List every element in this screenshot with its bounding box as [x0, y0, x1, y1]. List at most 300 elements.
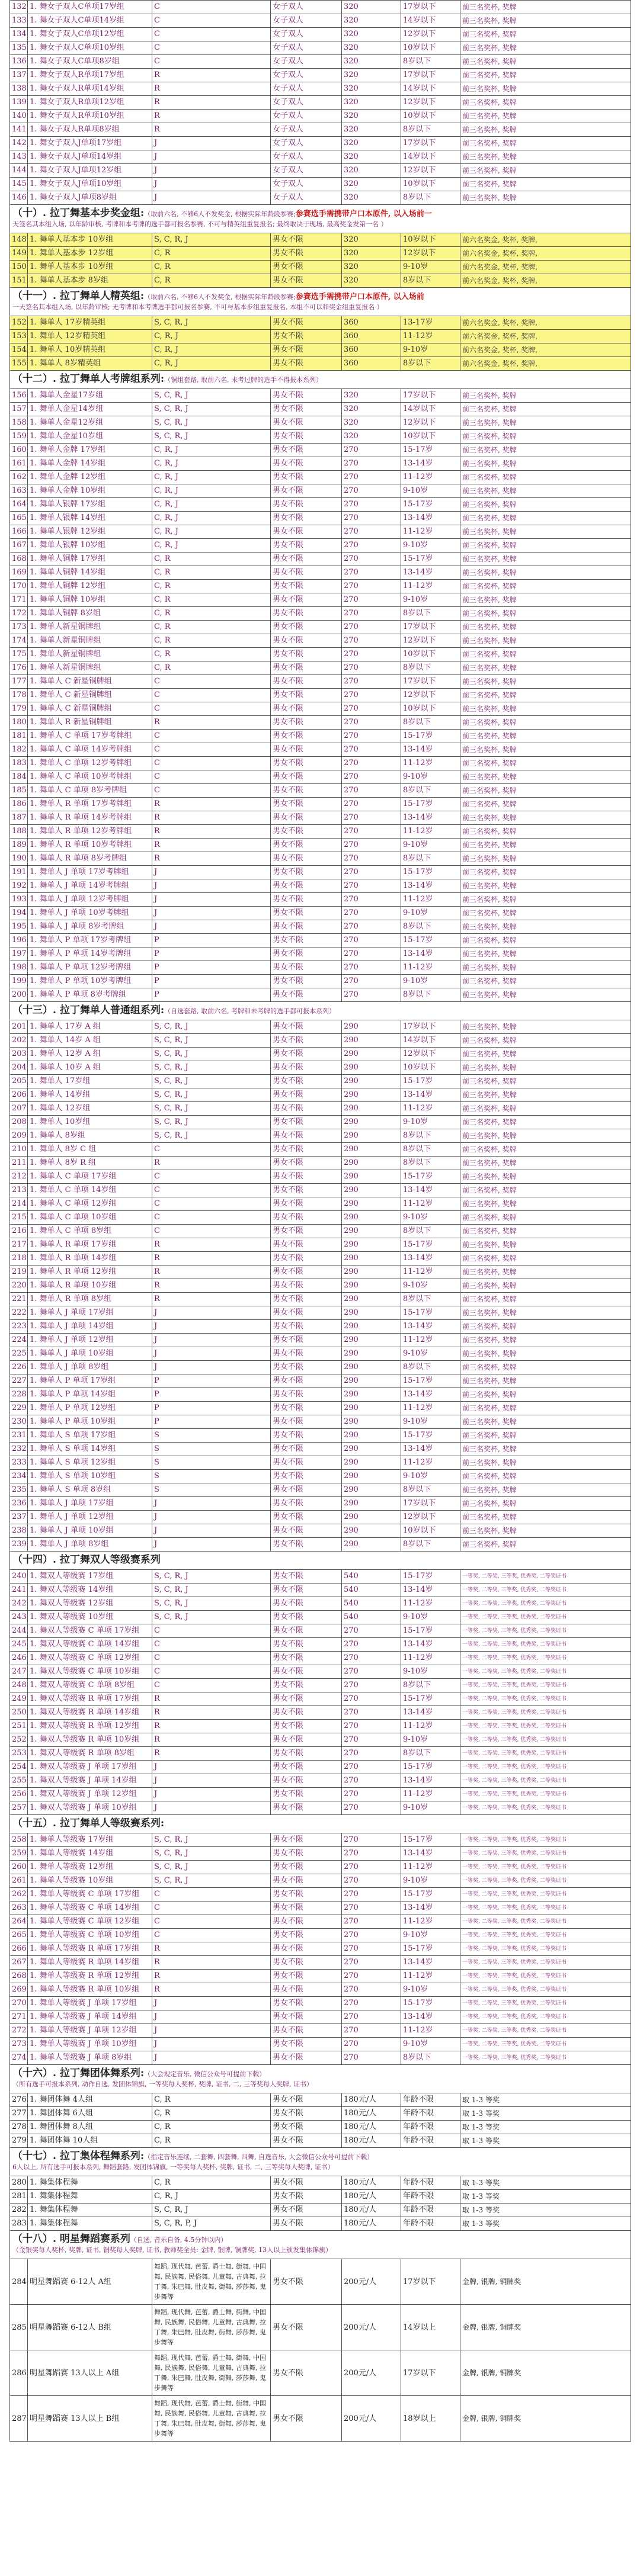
fee: 290 [342, 1415, 401, 1429]
dances: J [152, 178, 271, 191]
gender: 男女不限 [271, 316, 342, 330]
award: 一等奖, 二等奖, 三等奖, 优秀奖, 二等奖证书 [460, 1761, 631, 1774]
age-range: 9-10岁 [401, 539, 460, 553]
table-row [10, 770, 631, 784]
fee: 320 [342, 137, 401, 150]
section-header [10, 205, 631, 233]
event-name: 1. 舞单人银牌 17岁组 [28, 498, 152, 512]
award: 前三名奖杯, 奖牌 [460, 961, 631, 975]
table-row [10, 1929, 631, 1942]
dances: J [152, 1774, 271, 1788]
event-name: 1. 舞单人 J 单项 10岁考牌组 [28, 907, 152, 920]
table-row [10, 110, 631, 123]
fee: 320 [342, 191, 401, 205]
dances: J [152, 907, 271, 920]
award: 前三名奖杯, 奖牌 [460, 28, 631, 41]
dances: R [152, 1720, 271, 1733]
event-name: 1. 舞女子双人R单项17岁组 [28, 69, 152, 82]
fee: 270 [342, 1997, 401, 2010]
fee: 270 [342, 2038, 401, 2051]
award: 前六名奖金, 奖杯, 奖牌, [460, 316, 631, 330]
table-row [10, 1, 631, 14]
event-name: 1. 舞单人等级赛 R 单项 12岁组 [28, 1970, 152, 1983]
gender: 男女不限 [271, 2038, 342, 2051]
row-number: 218 [10, 1252, 28, 1265]
gender: 男女不限 [271, 1306, 342, 1320]
table-row [10, 1497, 631, 1511]
event-name: 1. 舞双人等级赛 C 单项 12岁组 [28, 1652, 152, 1665]
award: 前三名奖杯, 奖牌 [460, 539, 631, 553]
award: 前三名奖杯, 奖牌 [460, 716, 631, 730]
gender: 男女不限 [271, 2190, 342, 2204]
age-range: 10岁以下 [401, 1524, 460, 1538]
award: 一等奖, 二等奖, 三等奖, 优秀奖, 二等奖证书 [460, 1583, 631, 1597]
event-name: 1. 舞单人基本步 8岁组 [28, 274, 152, 288]
row-number: 249 [10, 1692, 28, 1706]
fee: 360 [342, 357, 401, 371]
row-number: 252 [10, 1733, 28, 1747]
section-title: （十二）. 拉丁舞单人考牌组系列: [12, 373, 165, 385]
table-row [10, 798, 631, 811]
table-row [10, 2176, 631, 2190]
section-note-2: （所有选手可报本系列, 动作自选, 发团体锦旗, 一等奖每人奖杯, 奖牌, 证书, 二, 三等奖每人奖牌, 证书） [12, 2080, 313, 2088]
fee: 270 [342, 702, 401, 716]
age-range: 11-12岁 [401, 1597, 460, 1611]
gender: 男女不限 [271, 1524, 342, 1538]
row-number: 149 [10, 247, 28, 261]
award: 一等奖, 二等奖, 三等奖, 优秀奖, 二等奖证书 [460, 1720, 631, 1733]
event-schedule-table [9, 0, 631, 2442]
age-range: 年龄不限 [401, 2190, 460, 2204]
table-row [10, 1129, 631, 1143]
row-number: 157 [10, 403, 28, 416]
event-name: 1. 舞单人 8岁 R 组 [28, 1157, 152, 1170]
dances: J [152, 150, 271, 164]
gender: 男女不限 [271, 1184, 342, 1197]
award: 前三名奖杯, 奖牌 [460, 14, 631, 28]
dances: C [152, 55, 271, 69]
award: 前三名奖杯, 奖牌 [460, 403, 631, 416]
row-number: 231 [10, 1429, 28, 1443]
fee: 320 [342, 150, 401, 164]
row-number: 216 [10, 1225, 28, 1238]
age-range: 9-10岁 [401, 1279, 460, 1293]
dances: C [152, 28, 271, 41]
event-name: 1. 舞单人 J 单项 8岁组 [28, 1361, 152, 1374]
table-row [10, 879, 631, 893]
age-range: 年龄不限 [401, 2107, 460, 2121]
dances: C, R, J [152, 357, 271, 371]
award: 前三名奖杯, 奖牌 [460, 41, 631, 55]
dances: J [152, 137, 271, 150]
row-number: 251 [10, 1720, 28, 1733]
event-name: 1. 舞单人新星铜牌组 [28, 648, 152, 661]
award: 一等奖, 二等奖, 三等奖, 优秀奖, 二等奖证书 [460, 2038, 631, 2051]
dances: R [152, 1279, 271, 1293]
age-range: 8岁以下 [401, 55, 460, 69]
dances: C [152, 1665, 271, 1679]
event-name: 1. 舞双人等级赛 12岁组 [28, 1597, 152, 1611]
dances: S, C, R, J [152, 1861, 271, 1874]
dances: J [152, 879, 271, 893]
event-name: 1. 舞单人 S 单项 17岁组 [28, 1429, 152, 1443]
event-name: 1. 舞单人基本步 10岁组 [28, 261, 152, 274]
fee: 290 [342, 1320, 401, 1334]
fee: 270 [342, 907, 401, 920]
dances: C [152, 1211, 271, 1225]
event-name: 1. 舞女子双人J单项10岁组 [28, 178, 152, 191]
award: 前三名奖杯, 奖牌 [460, 137, 631, 150]
section-cell [10, 205, 631, 233]
section-note: （自选套路, 取前六名, 考牌和未考牌的选手都可报本系列） [164, 1007, 336, 1015]
dances: C, R, J [152, 484, 271, 498]
award: 前三名奖杯, 奖牌 [460, 893, 631, 907]
dances: C, R [152, 2176, 271, 2190]
fee: 290 [342, 1443, 401, 1456]
event-name: 1. 舞女子双人J单项8岁组 [28, 191, 152, 205]
row-number: 135 [10, 41, 28, 55]
award: 前三名奖杯, 奖牌 [460, 852, 631, 866]
gender: 男女不限 [271, 1497, 342, 1511]
event-name: 1. 舞女子双人J单项14岁组 [28, 150, 152, 164]
age-range: 9-10岁 [401, 1801, 460, 1815]
row-number: 245 [10, 1638, 28, 1652]
table-row [10, 1225, 631, 1238]
dances: C [152, 689, 271, 702]
row-number: 197 [10, 947, 28, 961]
age-range: 8岁以下 [401, 852, 460, 866]
table-row [10, 920, 631, 934]
event-name: 1. 舞双人等级赛 R 单项 14岁组 [28, 1706, 152, 1720]
award: 一等奖, 二等奖, 三等奖, 优秀奖, 二等奖证书 [460, 1929, 631, 1942]
event-name: 明星舞蹈赛 6-12人 B组 [28, 2305, 152, 2350]
row-number: 165 [10, 512, 28, 525]
award: 一等奖, 二等奖, 三等奖, 优秀奖, 二等奖证书 [460, 1679, 631, 1692]
row-number: 213 [10, 1184, 28, 1197]
award: 前三名奖杯, 奖牌 [460, 1415, 631, 1429]
row-number: 208 [10, 1116, 28, 1129]
table-row [10, 14, 631, 28]
award: 前三名奖杯, 奖牌 [460, 1429, 631, 1443]
age-range: 13-14岁 [401, 566, 460, 580]
event-name: 1. 舞单人金星17岁组 [28, 389, 152, 403]
row-number: 267 [10, 1956, 28, 1970]
row-number: 286 [10, 2350, 28, 2396]
table-row [10, 1761, 631, 1774]
age-range: 11-12岁 [401, 1334, 460, 1347]
award: 一等奖, 二等奖, 三等奖, 优秀奖, 二等奖证书 [460, 1915, 631, 1929]
award: 取 1-3 等奖 [460, 2204, 631, 2217]
gender: 男女不限 [271, 852, 342, 866]
row-number: 198 [10, 961, 28, 975]
fee: 290 [342, 1252, 401, 1265]
table-row [10, 1692, 631, 1706]
award: 前三名奖杯, 奖牌 [460, 1061, 631, 1075]
gender: 女子双人 [271, 82, 342, 96]
fee: 360 [342, 316, 401, 330]
event-name: 1. 舞单人等级赛 C 单项 12岁组 [28, 1915, 152, 1929]
dances: S, C, R, J [152, 416, 271, 430]
table-row [10, 1252, 631, 1265]
event-name: 1. 舞单人铜牌 8岁组 [28, 607, 152, 621]
event-name: 1. 舞单人金牌 14岁组 [28, 457, 152, 471]
dances: R [152, 1706, 271, 1720]
gender: 男女不限 [271, 1170, 342, 1184]
age-range: 9-10岁 [401, 2038, 460, 2051]
age-range: 15-17岁 [401, 1833, 460, 1847]
dances: R [152, 811, 271, 825]
award: 前三名奖杯, 奖牌 [460, 123, 631, 137]
age-range: 15-17岁 [401, 1170, 460, 1184]
gender: 男女不限 [271, 343, 342, 357]
gender: 男女不限 [271, 484, 342, 498]
row-number: 150 [10, 261, 28, 274]
event-name: 1. 舞单人银牌 14岁组 [28, 512, 152, 525]
fee: 270 [342, 675, 401, 689]
dances: S, C, R, J [152, 2204, 271, 2217]
event-name: 1. 舞单人 C 新星铜牌组 [28, 675, 152, 689]
age-range: 17岁以下 [401, 1497, 460, 1511]
award: 前三名奖杯, 奖牌 [460, 416, 631, 430]
event-name: 1. 舞团体舞 6人组 [28, 2107, 152, 2121]
event-name: 1. 舞双人等级赛 14岁组 [28, 1583, 152, 1597]
row-number: 163 [10, 484, 28, 498]
dances: S, C, R, J [152, 1847, 271, 1861]
award: 前三名奖杯, 奖牌 [460, 784, 631, 798]
fee: 320 [342, 123, 401, 137]
gender: 女子双人 [271, 178, 342, 191]
dances: C, R [152, 261, 271, 274]
fee: 270 [342, 879, 401, 893]
table-row [10, 150, 631, 164]
age-range: 8岁以下 [401, 1143, 460, 1157]
gender: 女子双人 [271, 28, 342, 41]
row-number: 146 [10, 191, 28, 205]
table-row [10, 1956, 631, 1970]
dances: J [152, 2051, 271, 2065]
dances: J [152, 920, 271, 934]
gender: 女子双人 [271, 96, 342, 110]
age-range: 15-17岁 [401, 1888, 460, 1902]
event-name: 1. 舞集体程舞 [28, 2176, 152, 2190]
age-range: 11-12岁 [401, 1915, 460, 1929]
award: 前三名奖杯, 奖牌 [460, 164, 631, 178]
gender: 女子双人 [271, 14, 342, 28]
age-range: 11-12岁 [401, 1970, 460, 1983]
dances: C [152, 1170, 271, 1184]
row-number: 217 [10, 1238, 28, 1252]
age-range: 11-12岁 [401, 1788, 460, 1801]
event-name: 1. 舞单人等级赛 J 单项 8岁组 [28, 2051, 152, 2065]
fee: 270 [342, 893, 401, 907]
fee: 290 [342, 1388, 401, 1402]
table-row [10, 716, 631, 730]
table-row [10, 1197, 631, 1211]
row-number: 199 [10, 975, 28, 988]
row-number: 137 [10, 69, 28, 82]
table-row [10, 484, 631, 498]
award: 一等奖, 二等奖, 三等奖, 优秀奖, 二等奖证书 [460, 1570, 631, 1583]
age-range: 13-14岁 [401, 1638, 460, 1652]
fee: 270 [342, 1861, 401, 1874]
fee: 540 [342, 1611, 401, 1624]
age-range: 15-17岁 [401, 730, 460, 743]
gender: 男女不限 [271, 1597, 342, 1611]
row-number: 254 [10, 1761, 28, 1774]
age-range: 11-12岁 [401, 757, 460, 770]
row-number: 233 [10, 1456, 28, 1470]
fee: 270 [342, 975, 401, 988]
award: 一等奖, 二等奖, 三等奖, 优秀奖, 二等奖证书 [460, 1733, 631, 1747]
row-number: 193 [10, 893, 28, 907]
table-row [10, 866, 631, 879]
age-range: 8岁以下 [401, 784, 460, 798]
row-number: 184 [10, 770, 28, 784]
section-cell [10, 371, 631, 389]
table-row [10, 1456, 631, 1470]
table-row [10, 430, 631, 444]
age-range: 10岁以下 [401, 702, 460, 716]
row-number: 206 [10, 1088, 28, 1102]
age-range: 10岁以下 [401, 1061, 460, 1075]
gender: 女子双人 [271, 137, 342, 150]
event-name: 明星舞蹈赛 6-12人 A组 [28, 2259, 152, 2305]
fee: 270 [342, 539, 401, 553]
event-name: 1. 舞团体舞 8人组 [28, 2121, 152, 2134]
fee: 270 [342, 553, 401, 566]
event-name: 1. 舞单人 C 单项 12岁组 [28, 1197, 152, 1211]
section-cell [10, 2148, 631, 2176]
section-title: （十三）. 拉丁舞单人普通组系列: [12, 1004, 165, 1016]
age-range: 13-14岁 [401, 879, 460, 893]
gender: 男女不限 [271, 825, 342, 839]
dances: C, R, J [152, 343, 271, 357]
event-name: 1. 舞双人等级赛 C 单项 17岁组 [28, 1624, 152, 1638]
fee: 270 [342, 1774, 401, 1788]
gender: 男女不限 [271, 1583, 342, 1597]
dances: J [152, 2010, 271, 2024]
age-range: 14岁以下 [401, 1034, 460, 1048]
gender: 男女不限 [271, 274, 342, 288]
gender: 男女不限 [271, 947, 342, 961]
award: 前三名奖杯, 奖牌 [460, 1334, 631, 1347]
gender: 男女不限 [271, 2305, 342, 2350]
row-number: 266 [10, 1942, 28, 1956]
award: 金牌, 银牌, 铜牌奖 [460, 2396, 631, 2442]
row-number: 246 [10, 1652, 28, 1665]
event-name: 1. 舞女子双人C单项10岁组 [28, 41, 152, 55]
event-name: 1. 舞单人金牌 12岁组 [28, 471, 152, 484]
dances: S, C, R, J [152, 1874, 271, 1888]
gender: 男女不限 [271, 1624, 342, 1638]
dances: C [152, 1929, 271, 1942]
gender: 男女不限 [271, 866, 342, 879]
dances: S, C, R, J [152, 1611, 271, 1624]
award: 前三名奖杯, 奖牌 [460, 1443, 631, 1456]
table-row [10, 1170, 631, 1184]
award: 一等奖, 二等奖, 三等奖, 优秀奖, 二等奖证书 [460, 2024, 631, 2038]
age-range: 11-12岁 [401, 471, 460, 484]
award: 一等奖, 二等奖, 三等奖, 优秀奖, 二等奖证书 [460, 1638, 631, 1652]
table-row [10, 947, 631, 961]
dances: J [152, 893, 271, 907]
table-row [10, 1320, 631, 1334]
age-range: 15-17岁 [401, 1761, 460, 1774]
age-range: 9-10岁 [401, 907, 460, 920]
award: 一等奖, 二等奖, 三等奖, 优秀奖, 二等奖证书 [460, 1665, 631, 1679]
gender: 男女不限 [271, 1116, 342, 1129]
dances: 舞蹈, 现代舞, 芭蕾, 爵士舞, 街舞, 中国舞, 民族舞, 民俗舞, 儿童舞, 古典舞, 拉丁舞, 朱巴舞, 肚皮舞, 街舞, 莎莎舞, 鬼步舞等 [152, 2305, 271, 2350]
award: 前三名奖杯, 奖牌 [460, 471, 631, 484]
row-number: 139 [10, 96, 28, 110]
section-note: （指定音乐连续, 二套舞, 四套舞, 四舞, 自选音乐, 大会微信公众号可提前下载） [144, 2153, 374, 2161]
dances: R [152, 1692, 271, 1706]
dances: P [152, 1374, 271, 1388]
table-row [10, 1402, 631, 1415]
row-number: 240 [10, 1570, 28, 1583]
table-row [10, 1306, 631, 1320]
age-range: 15-17岁 [401, 866, 460, 879]
fee: 290 [342, 1538, 401, 1552]
row-number: 264 [10, 1915, 28, 1929]
event-name: 1. 舞单人 C 单项 10岁考牌组 [28, 770, 152, 784]
table-row [10, 389, 631, 403]
event-name: 1. 舞单人银牌 12岁组 [28, 525, 152, 539]
table-row [10, 852, 631, 866]
table-row [10, 1293, 631, 1306]
table-row [10, 233, 631, 247]
fee: 270 [342, 1833, 401, 1847]
dances: C, R, J [152, 539, 271, 553]
dances: C, R, J [152, 512, 271, 525]
row-number: 176 [10, 661, 28, 675]
fee: 290 [342, 1116, 401, 1129]
award: 前三名奖杯, 奖牌 [460, 1265, 631, 1279]
gender: 男女不限 [271, 1774, 342, 1788]
gender: 男女不限 [271, 471, 342, 484]
table-row [10, 988, 631, 1002]
award: 前三名奖杯, 奖牌 [460, 1524, 631, 1538]
gender: 男女不限 [271, 988, 342, 1002]
age-range: 年龄不限 [401, 2121, 460, 2134]
event-name: 1. 舞双人等级赛 C 单项 10岁组 [28, 1665, 152, 1679]
event-name: 1. 舞单人 R 单项 12岁组 [28, 1265, 152, 1279]
event-name: 1. 舞女子双人R单项12岁组 [28, 96, 152, 110]
gender: 男女不限 [271, 716, 342, 730]
award: 前三名奖杯, 奖牌 [460, 975, 631, 988]
row-number: 156 [10, 389, 28, 403]
gender: 男女不限 [271, 498, 342, 512]
gender: 男女不限 [271, 648, 342, 661]
gender: 男女不限 [271, 1747, 342, 1761]
row-number: 202 [10, 1034, 28, 1048]
gender: 男女不限 [271, 1374, 342, 1388]
row-number: 170 [10, 580, 28, 593]
dances: R [152, 1983, 271, 1997]
age-range: 11-12岁 [401, 2024, 460, 2038]
award: 前三名奖杯, 奖牌 [460, 675, 631, 689]
dances: C [152, 675, 271, 689]
row-number: 258 [10, 1833, 28, 1847]
age-range: 年龄不限 [401, 2217, 460, 2231]
event-name: 1. 舞双人等级赛 C 单项 14岁组 [28, 1638, 152, 1652]
row-number: 257 [10, 1801, 28, 1815]
dances: 舞蹈, 现代舞, 芭蕾, 爵士舞, 街舞, 中国舞, 民族舞, 民俗舞, 儿童舞, 古典舞, 拉丁舞, 朱巴舞, 肚皮舞, 街舞, 莎莎舞, 鬼步舞等 [152, 2350, 271, 2396]
fee: 270 [342, 1902, 401, 1915]
event-name: 1. 舞单人基本步 12岁组 [28, 247, 152, 261]
fee: 270 [342, 1679, 401, 1692]
fee: 290 [342, 1197, 401, 1211]
